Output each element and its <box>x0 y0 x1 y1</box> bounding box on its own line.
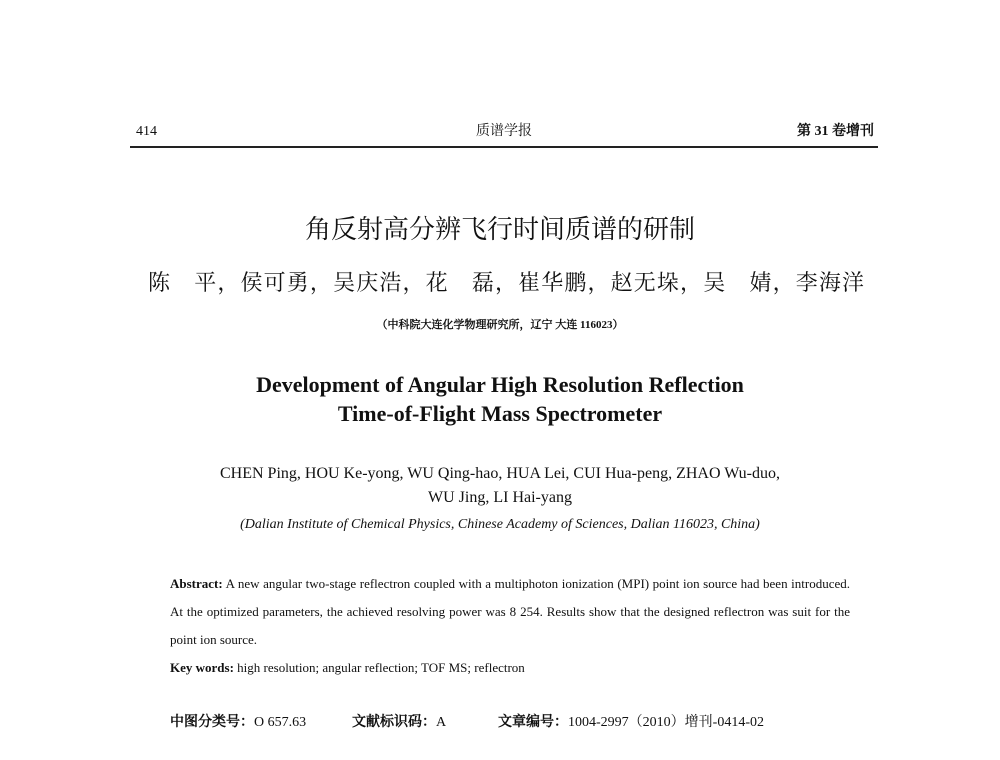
volume-issue: 第 31 卷增刊 <box>797 124 874 139</box>
keywords-text: high resolution; angular reflection; TOF MS; reflectron <box>237 660 525 675</box>
document-code <box>352 712 446 734</box>
keywords-label: Key words: <box>170 660 234 675</box>
english-authors-line-1: CHEN Ping, HOU Ke-yong, WU Qing-hao, HUA Lei, CUI Hua-peng, ZHAO Wu-duo, <box>219 465 781 482</box>
clc-value: O 657.63 <box>254 715 307 730</box>
chinese-affiliation: （中科院大连化学物理研究所，辽宁 大连 116023） <box>376 319 624 331</box>
running-header <box>130 120 878 148</box>
chinese-title: 角反射高分辨飞行时间质谱的研制 <box>304 215 695 245</box>
article-number-label: 文章编号： <box>498 715 568 730</box>
document-code-value: A <box>436 715 447 730</box>
english-affiliation: (Dalian Institute of Chemical Physics, Chinese Academy of Sciences, Dalian 116023, China) <box>240 517 760 532</box>
english-title-line-1: Development of Angular High Resolution Reflection <box>256 372 744 397</box>
english-authors-line-2: WU Jing, LI Hai-yang <box>428 489 572 506</box>
article-number-value: 1004-2997（2010）增刊-0414-02 <box>568 715 764 730</box>
clc-number <box>170 712 306 734</box>
english-title-line-2: Time-of-Flight Mass Spectrometer <box>337 401 663 426</box>
article-number <box>498 712 764 734</box>
document-code-label: 文献标识码： <box>352 715 436 730</box>
abstract <box>170 570 850 654</box>
chinese-authors: 陈 平，侯可勇，吴庆浩，花 磊，崔华鹏，赵无垛，吴 婧，李海洋 <box>148 271 864 296</box>
page-number: 414 <box>136 124 157 139</box>
clc-label: 中图分类号： <box>170 715 254 730</box>
abstract-label: Abstract: <box>170 576 223 591</box>
english-authors <box>0 462 1000 510</box>
journal-name: 质谱学报 <box>476 124 532 139</box>
keywords <box>170 654 850 682</box>
abstract-text: A new angular two-stage reflectron coupled with a multiphoton ionization (MPI) point ion source had been introduced. At the optimized parameters, the achieved resolving power was 8 254. Results show that the designed reflectron was suit for the point ion source. <box>170 576 850 647</box>
english-title <box>0 370 1000 428</box>
